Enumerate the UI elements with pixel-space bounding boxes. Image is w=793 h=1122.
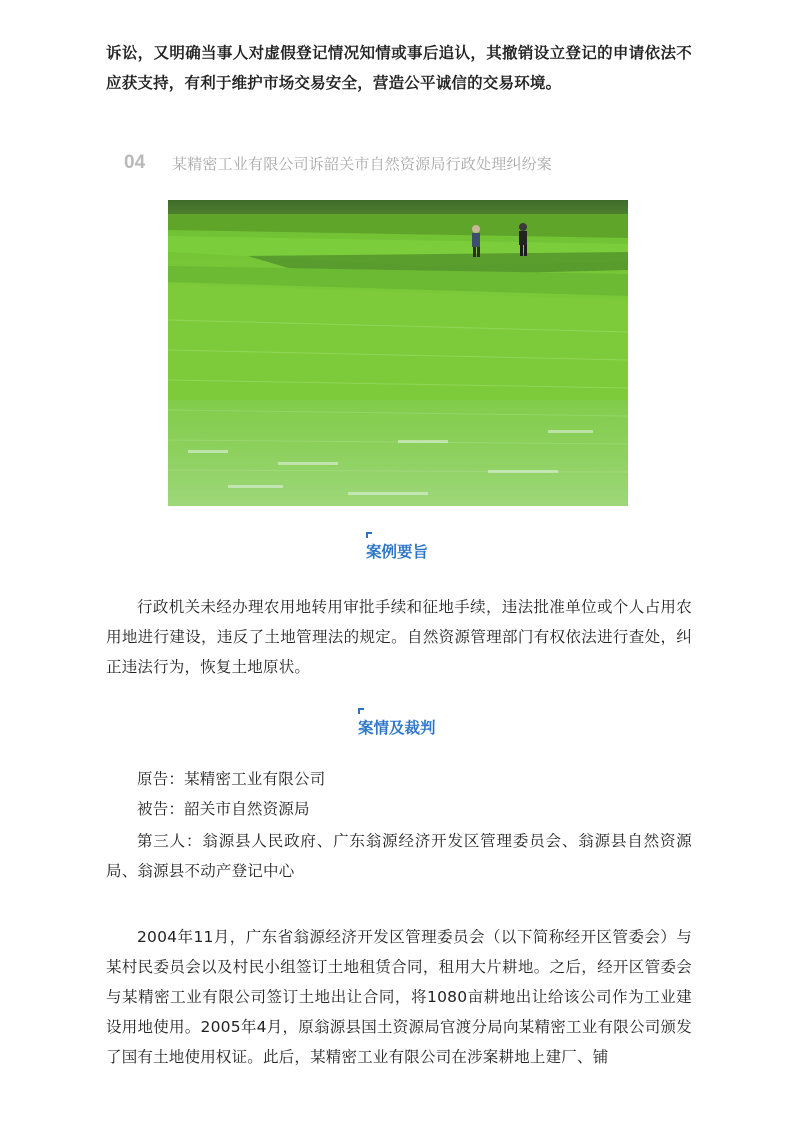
summary-section-title: 案例要旨 — [366, 543, 429, 561]
case-title: 某精密工业有限公司诉韶关市自然资源局行政处理纠纷案 — [172, 154, 553, 173]
defendant-line: 被告：韶关市自然资源局 — [137, 800, 310, 818]
section-marker-icon — [358, 708, 364, 714]
facts-section-title: 案情及裁判 — [358, 719, 436, 737]
facts-paragraph: 2004年11月，广东省翁源经济开发区管理委员会（以下简称经开区管委会）与某村民委员会以及村民小组签订土地租赁合同，租用大片耕地。之后，经开区管委会与某精密工业有限公司签订土地出让合同，将1080亩耕地出让给该公司作为工业建设用地使用。2005年4月，原翁源县国土资源局官渡分局向某精密工业有限公司颁发了国有土地使用权证。此后，某精密工业有限公司在涉案耕地上建厂、铺 — [106, 928, 692, 1066]
third-party-line: 第三人：翁源县人民政府、广东翁源经济开发区管理委员会、翁源县自然资源局、翁源县不动产登记中心 — [106, 832, 692, 880]
plaintiff-line: 原告：某精密工业有限公司 — [137, 770, 326, 788]
rice-paddy-photo — [168, 200, 628, 506]
summary-paragraph: 行政机关未经办理农用地转用审批手续和征地手续，违法批准单位或个人占用农用地进行建设，违反了土地管理法的规定。自然资源管理部门有权依法进行查处，纠正违法行为，恢复土地原状。 — [106, 598, 692, 676]
section-marker-icon — [366, 532, 372, 538]
case-heading — [124, 150, 552, 176]
case-number: 04 — [124, 152, 146, 173]
intro-paragraph: 诉讼，又明确当事人对虚假登记情况知情或事后追认，其撤销设立登记的申请依法不应获支持，有利于维护市场交易安全，营造公平诚信的交易环境。 — [106, 44, 692, 92]
